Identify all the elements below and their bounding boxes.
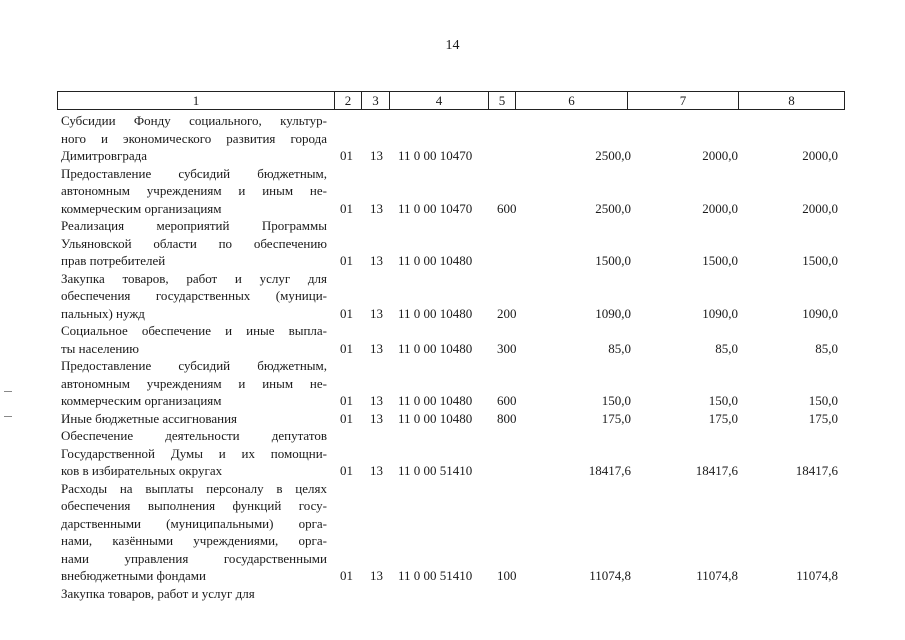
description-line: Закупка товаров, работ и услуг для — [61, 270, 327, 286]
cell-col-3: 13 — [370, 253, 383, 268]
cell-col-2: 01 — [340, 410, 353, 426]
cell-col-2: 01 — [340, 148, 353, 163]
cell-col-5: 200 — [497, 305, 517, 321]
description-line: ты населению — [61, 340, 139, 356]
row-description — [61, 217, 327, 270]
page-number: 14 — [445, 38, 460, 53]
cell-col-3: 13 — [370, 148, 383, 163]
cell-col-6: 85,0 — [608, 340, 631, 356]
description-line: нами, казёнными учреждениями, орга- — [61, 533, 327, 548]
column-header-7: 7 — [628, 92, 739, 110]
table-row — [0, 427, 905, 480]
description-line: обеспечения государственных (муници- — [61, 288, 327, 303]
cell-col-5: 600 — [497, 393, 517, 408]
column-header-8: 8 — [739, 92, 845, 110]
cell-col-6: 150,0 — [601, 393, 631, 408]
cell-col-6: 2500,0 — [595, 200, 631, 216]
cell-col-2: 01 — [340, 463, 353, 478]
table-row — [0, 480, 905, 585]
cell-col-2: 01 — [340, 200, 353, 216]
description-line: Предоставление субсидий бюджетным, — [61, 165, 327, 181]
row-description — [61, 480, 327, 585]
description-line: Субсидии Фонду социального, культур- — [61, 113, 327, 128]
description-line: Иные бюджетные ассигнования — [61, 410, 238, 426]
cell-col-6: 18417,6 — [588, 463, 631, 478]
description-line: Государственной Думы и их помощни- — [61, 445, 327, 461]
cell-col-8: 85,0 — [815, 340, 838, 356]
description-line: пальных) нужд — [61, 305, 145, 321]
cell-col-6: 1090,0 — [595, 305, 631, 321]
cell-col-5: 600 — [497, 200, 517, 216]
description-line: Социальное обеспечение и иные выпла- — [61, 323, 327, 338]
column-header-6: 6 — [516, 92, 628, 110]
description-line: Предоставление субсидий бюджетным, — [61, 358, 327, 373]
table-row — [0, 322, 905, 357]
description-line: обеспечения выполнения функций госу- — [61, 498, 327, 513]
table-row — [0, 165, 905, 218]
cell-col-7: 150,0 — [708, 393, 738, 408]
description-line: ного и экономического развития города — [61, 130, 327, 146]
cell-col-6: 11074,8 — [589, 568, 631, 583]
description-line: внебюджетными фондами — [61, 568, 206, 583]
cell-col-5: 100 — [497, 568, 517, 583]
cell-col-2: 01 — [340, 340, 353, 356]
description-line: ков в избирательных округах — [61, 463, 223, 478]
row-description — [61, 322, 327, 357]
cell-col-2: 01 — [340, 568, 353, 583]
description-line: дарственными (муниципальными) орга- — [61, 515, 327, 531]
cell-col-8: 150,0 — [808, 393, 838, 408]
description-line: прав потребителей — [61, 253, 166, 268]
cell-col-7: 18417,6 — [695, 463, 738, 478]
row-description — [61, 427, 327, 480]
description-line: коммерческим организациям — [61, 393, 222, 408]
row-description — [61, 165, 327, 218]
row-description — [61, 357, 327, 410]
cell-col-4: 11 0 00 10470 — [398, 200, 473, 216]
cell-col-4: 11 0 00 10470 — [398, 148, 473, 163]
description-line: Расходы на выплаты персоналу в целях — [61, 480, 327, 496]
cell-col-4: 11 0 00 10480 — [398, 410, 473, 426]
column-header-1: 1 — [58, 92, 335, 110]
cell-col-7: 11074,8 — [696, 568, 738, 583]
cell-col-6: 175,0 — [601, 410, 631, 426]
cell-col-2: 01 — [340, 253, 353, 268]
row-description — [61, 585, 327, 603]
cell-col-8: 175,0 — [808, 410, 838, 426]
cell-col-2: 01 — [340, 305, 353, 321]
cell-col-8: 11074,8 — [796, 568, 838, 583]
cell-col-7: 1500,0 — [702, 253, 738, 268]
cell-col-4: 11 0 00 10480 — [398, 393, 473, 408]
budget-table-body — [0, 112, 905, 602]
row-description — [61, 270, 327, 323]
cell-col-7: 175,0 — [708, 410, 738, 426]
cell-col-8: 2000,0 — [802, 200, 838, 216]
column-header-5: 5 — [489, 92, 516, 110]
table-row — [0, 585, 905, 603]
cell-col-4: 11 0 00 10480 — [398, 305, 473, 321]
column-header-2: 2 — [335, 92, 362, 110]
row-description — [61, 410, 327, 428]
description-line: автономным учреждениям и иным не- — [61, 183, 327, 198]
column-header-4: 4 — [390, 92, 489, 110]
cell-col-5: 300 — [497, 340, 517, 356]
cell-col-7: 85,0 — [715, 340, 738, 356]
cell-col-3: 13 — [370, 410, 383, 426]
row-description — [61, 112, 327, 165]
margin-mark — [4, 416, 12, 417]
cell-col-7: 2000,0 — [702, 148, 738, 163]
cell-col-6: 2500,0 — [595, 148, 631, 163]
cell-col-6: 1500,0 — [595, 253, 631, 268]
cell-col-7: 2000,0 — [702, 200, 738, 216]
table-row — [0, 357, 905, 410]
description-line: автономным учреждениям и иным не- — [61, 375, 327, 391]
cell-col-3: 13 — [370, 568, 383, 583]
cell-col-4: 11 0 00 51410 — [398, 568, 473, 583]
cell-col-8: 1090,0 — [802, 305, 838, 321]
cell-col-3: 13 — [370, 340, 383, 356]
description-line: коммерческим организациям — [61, 200, 222, 216]
cell-col-3: 13 — [370, 305, 383, 321]
cell-col-5: 800 — [497, 410, 517, 426]
description-line: Реализация мероприятий Программы — [61, 218, 327, 233]
description-line: нами управления государственными — [61, 550, 327, 566]
description-line: Обеспечение деятельности депутатов — [61, 428, 327, 443]
table-row — [0, 217, 905, 270]
table-row — [0, 112, 905, 165]
cell-col-7: 1090,0 — [702, 305, 738, 321]
cell-col-4: 11 0 00 10480 — [398, 253, 473, 268]
description-line: Димитровграда — [61, 148, 147, 163]
cell-col-4: 11 0 00 51410 — [398, 463, 473, 478]
cell-col-8: 2000,0 — [802, 148, 838, 163]
column-header-table — [57, 91, 845, 110]
margin-mark — [4, 391, 12, 392]
table-row — [0, 410, 905, 428]
cell-col-3: 13 — [370, 463, 383, 478]
table-row — [0, 270, 905, 323]
cell-col-8: 1500,0 — [802, 253, 838, 268]
description-line: Закупка товаров, работ и услуг для — [61, 585, 255, 601]
cell-col-4: 11 0 00 10480 — [398, 340, 473, 356]
column-header-3: 3 — [362, 92, 390, 110]
cell-col-3: 13 — [370, 200, 383, 216]
cell-col-2: 01 — [340, 393, 353, 408]
description-line: Ульяновской области по обеспечению — [61, 235, 327, 251]
cell-col-3: 13 — [370, 393, 383, 408]
cell-col-8: 18417,6 — [795, 463, 838, 478]
